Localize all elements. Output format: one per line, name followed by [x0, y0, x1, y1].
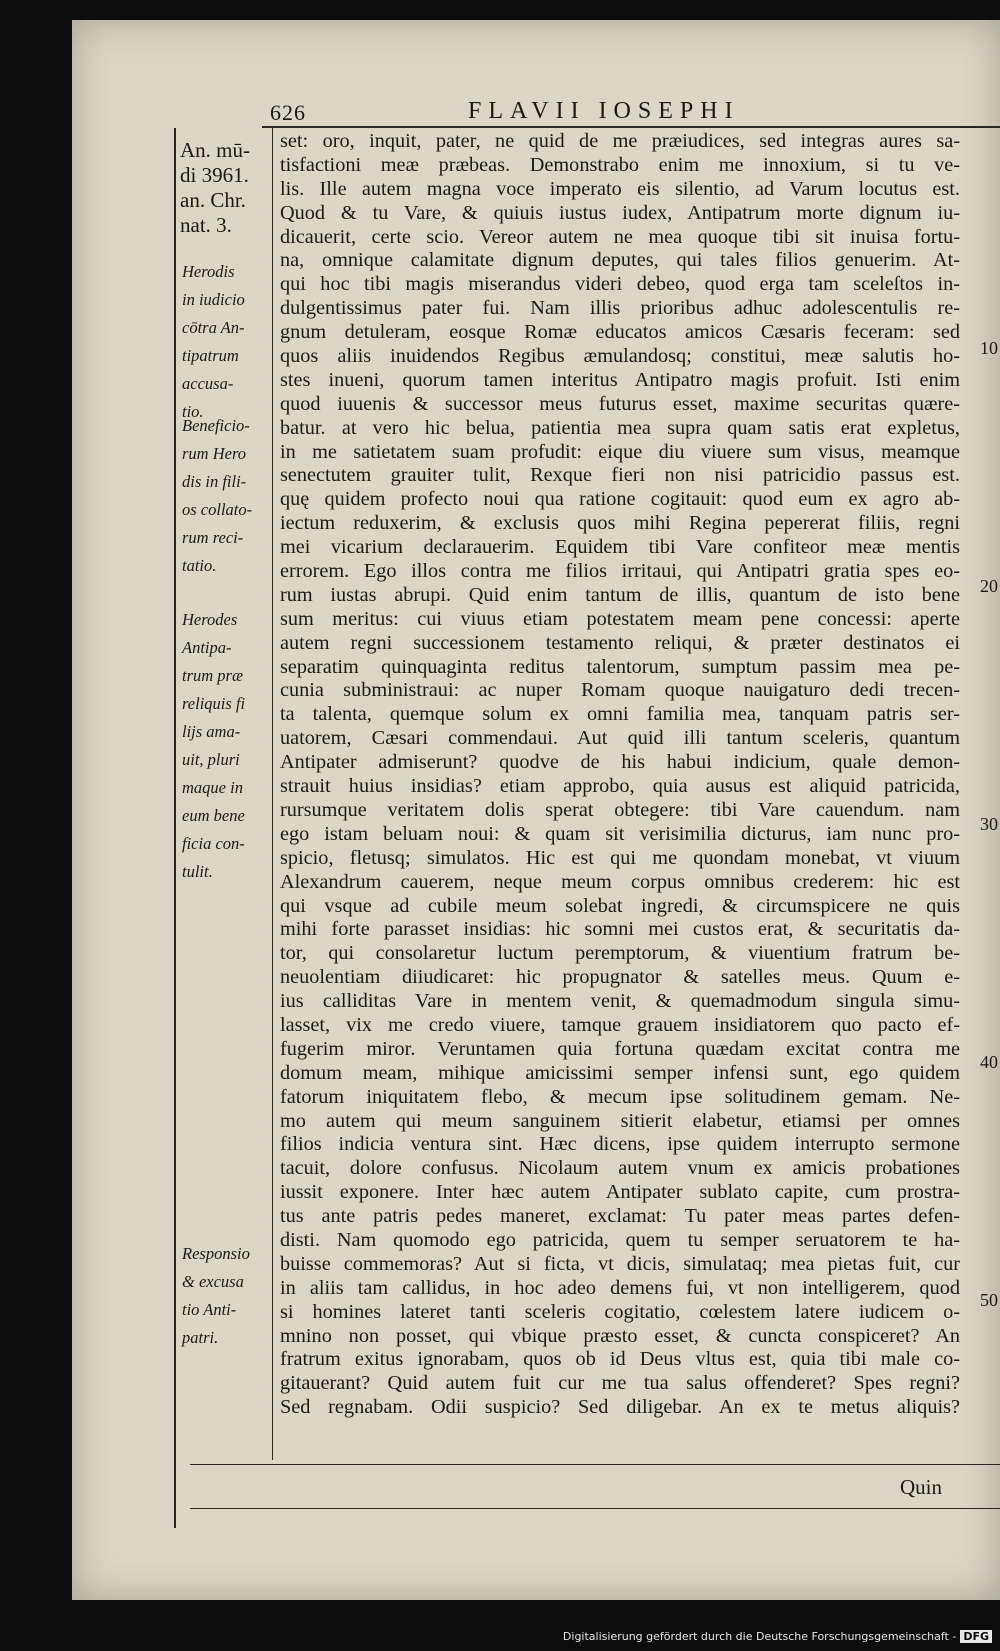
text-line: Sed regnabam. Odii suspicio? Sed diligebar. An ex te metus aliquis?: [280, 1396, 960, 1419]
body-text: [280, 130, 960, 1420]
text-line: set: oro, inquit, pater, ne quid de me præiudices, sed integras aures sa-: [280, 130, 960, 152]
text-line: neuolentiam diiudicaret: hic propugnator & satelles meus. Quum e-: [280, 966, 960, 989]
text-line: sum meritus: cui viuus etiam potestatem meam pene concessi: aperte: [280, 607, 960, 630]
text-line: fatorum iniquitatem flebo, & mecum ipse solitudinem gemam. Ne-: [280, 1085, 960, 1108]
running-head: FLAVII IOSEPHI: [468, 98, 740, 124]
line-number: 30: [980, 814, 998, 834]
text-line: rursumque veritatem dolis sperat obtegere: tibi Vare cauendum. nam: [280, 798, 960, 821]
text-line: filios indicia ventura sint. Hæc dicens, ipse quidem interrupto sermone: [280, 1133, 960, 1156]
text-line: uatorem, Cæsari commendaui. Aut quid illi tantum sceleris, quantum: [280, 727, 960, 750]
text-line: mei vicarium declarauerim. Equidem tibi Vare confiteor meæ mentis: [280, 536, 960, 559]
text-line: quę quidem profecto noui qua ratione cogitauit: quod eum ex agro ab-: [280, 488, 960, 511]
text-line: domum meam, mihique amicissimi semper infensi sunt, ego quidem: [280, 1061, 960, 1084]
text-line: disti. Nam quomodo ego patricida, quem tu semper seruatorem te ha-: [280, 1228, 960, 1251]
dfg-logo: DFG: [960, 1630, 992, 1643]
text-line: tisfactioni meæ præbeas. Demonstrabo enim me innoxium, si tu ve-: [280, 153, 960, 176]
text-line: lasset, vix me credo viuere, tamque grauem insidiatorem quo pacto ef-: [280, 1013, 960, 1036]
marginal-note: Responsio & excusa tio Anti- patri.: [182, 1244, 250, 1347]
text-line: separatim quinquaginta reditus talentorum, sumptum passim mea pe-: [280, 655, 960, 678]
year-note-line: an. Chr.: [180, 188, 246, 212]
year-note: [180, 138, 262, 238]
header-rule: [262, 126, 1000, 128]
text-line: tor, qui consolaretur luctum peremptorum, & viuentium fratrum be-: [280, 942, 960, 965]
line-number: 40: [980, 1052, 998, 1072]
marginal-note: Herodis in iudicio cōtra An- tipatrum accusa- tio.: [182, 262, 245, 421]
text-line: senectutem grauiter tulit, Rexque fieri non nisi patricidio passus est.: [280, 464, 960, 487]
footer-rule-bottom: [190, 1508, 1000, 1509]
text-line: Quod & tu Vare, & quiuis iustus iudex, Antipatrum morte dignum iu-: [280, 201, 960, 224]
text-line: tacuit, dolore confusus. Nicolaum autem vnum ex amicis probationes: [280, 1157, 960, 1180]
catchword: Quin: [900, 1475, 942, 1499]
marginal-note: Herodes Antipa- trum præ reliquis fi lijs ama- uit, pluri maque in eum bene ficia con- tulit.: [182, 610, 246, 881]
text-line: fugerim miror. Veruntamen quia fortuna quædam excitat contra me: [280, 1037, 960, 1060]
text-line: quos aliis inuidendos Regibus æmulandosq; constitui, meæ salutis ho-: [280, 345, 960, 368]
margin-rule-left: [174, 128, 176, 1528]
page-number: 626: [270, 100, 306, 125]
year-note-line: nat. 3.: [180, 213, 232, 237]
text-line: gnum detuleram, eosque Romæ educatos amicos Cæsaris feceram: sed: [280, 321, 960, 344]
line-number: 20: [980, 576, 998, 596]
text-line: mihi forte parasset insidias: hic somni mei custos erat, & securitatis da-: [280, 918, 960, 941]
text-line: ego istam beluam noui: & quam sit verisimilia dicturus, iam nunc pro-: [280, 822, 960, 845]
text-line: in aliis tam callidus, in hoc adeo demens fui, vt non intelligerem, quod: [280, 1276, 960, 1299]
credit-text: Digitalisierung gefördert durch die Deutsche Forschungsgemeinschaft -: [562, 1630, 957, 1643]
digitization-credit: [563, 1630, 992, 1643]
text-line: gitauerant? Quid autem fuit cur me tua salus offenderet? Spes regni?: [280, 1372, 960, 1395]
text-line: si homines lateret tanti sceleris cogitatio, cœlestem latere iudicem o-: [280, 1300, 960, 1323]
text-line: qui hoc tibi magis miserandus videri debeo, quod erga tam sceleſtos in-: [280, 273, 960, 296]
text-line: mnino non posset, qui vbique præsto esset, & cuncta conspiceret? An: [280, 1324, 960, 1347]
footer-rule: [190, 1464, 1000, 1465]
margin-rule-text: [272, 128, 273, 1460]
text-line: batur. at vero hic belua, patientia mea supra quam satis erat expletus,: [280, 416, 960, 439]
text-line: autem regni successionem testamento reliqui, & præter destinatos ei: [280, 631, 960, 654]
text-line: spicio, fletusq; simulatos. Hic est qui me quondam monebat, vt viuum: [280, 846, 960, 869]
text-line: strauit huius insidias? etiam approbo, quia ausus est aliquid patricida,: [280, 775, 960, 798]
text-line: buisse commemoras? Aut si ficta, vt dicis, simulataq; mea pietas fuit, cur: [280, 1252, 960, 1275]
text-line: ius calliditas Vare in mentem venit, & quemadmodum singula simu-: [280, 990, 960, 1013]
text-line: mo autem qui meum sanguinem sitierit elabetur, etiamsi per omnes: [280, 1109, 960, 1132]
text-line: in me satietatem suam profudit: eique diu viuere sum visus, meamque: [280, 440, 960, 463]
text-line: quod iuuenis & successor meus futurus esset, maxime securitas quære-: [280, 392, 960, 415]
text-line: iectum reduxerim, & exclusis quos mihi Regina pepererat filiis, regni: [280, 512, 960, 535]
text-line: Antipater admiserunt? quodve de his habui indicium, quale demon-: [280, 751, 960, 774]
line-number: 50: [980, 1290, 998, 1310]
text-line: fratrum exitus ignorabam, quos ob id Deus vltus est, quia tibi male co-: [280, 1348, 960, 1371]
text-line: stes inueni, quorum tamen interitus Antipatro magis profuit. Isti enim: [280, 368, 960, 391]
text-line: Alexandrum cauerem, neque meum corpus omnibus crederem: hic est: [280, 870, 960, 893]
text-line: qui vsque ad cubile meum solebat ingredi, & circumspicere ne quis: [280, 894, 960, 917]
text-line: errorem. Ego illos contra me filios irritaui, qui Antipatri gratia spes eo-: [280, 560, 960, 583]
text-line: dulgentissimus pater fui. Nam illis prioribus adhuc adolescentulis re-: [280, 297, 960, 320]
year-note-line: di 3961.: [180, 163, 249, 187]
text-line: cunia subministraui: ac nuper Romam quoque nauigaturo dedi trecen-: [280, 679, 960, 702]
year-note-line: An. mū-: [180, 138, 250, 162]
text-line: rum iustas abrupi. Quid enim tantum de illis, quantum de isto bene: [280, 583, 960, 606]
line-number: 10: [980, 338, 998, 358]
text-line: dicauerit, certe scio. Vereor autem ne mea quoque tibi sit inuisa fortu-: [280, 225, 960, 248]
marginal-note: Beneficio- rum Hero dis in fili- os collato- rum reci- tatio.: [182, 416, 253, 575]
text-line: iussit exponere. Inter hæc autem Antipater sublato capite, cum prostra-: [280, 1181, 960, 1204]
text-line: tus ante patris pedes maneret, exclamat: Tu pater meas partes defen-: [280, 1205, 960, 1228]
text-line: lis. Ille autem magna voce imperato eis silentio, ad Varum locutus est.: [280, 177, 960, 200]
text-line: ta talenta, quemque solum ex omni familia mea, tanquam patris ser-: [280, 703, 960, 726]
text-line: na, omnique calamitate dignum deputes, qui tales filios genuerim. At-: [280, 249, 960, 272]
